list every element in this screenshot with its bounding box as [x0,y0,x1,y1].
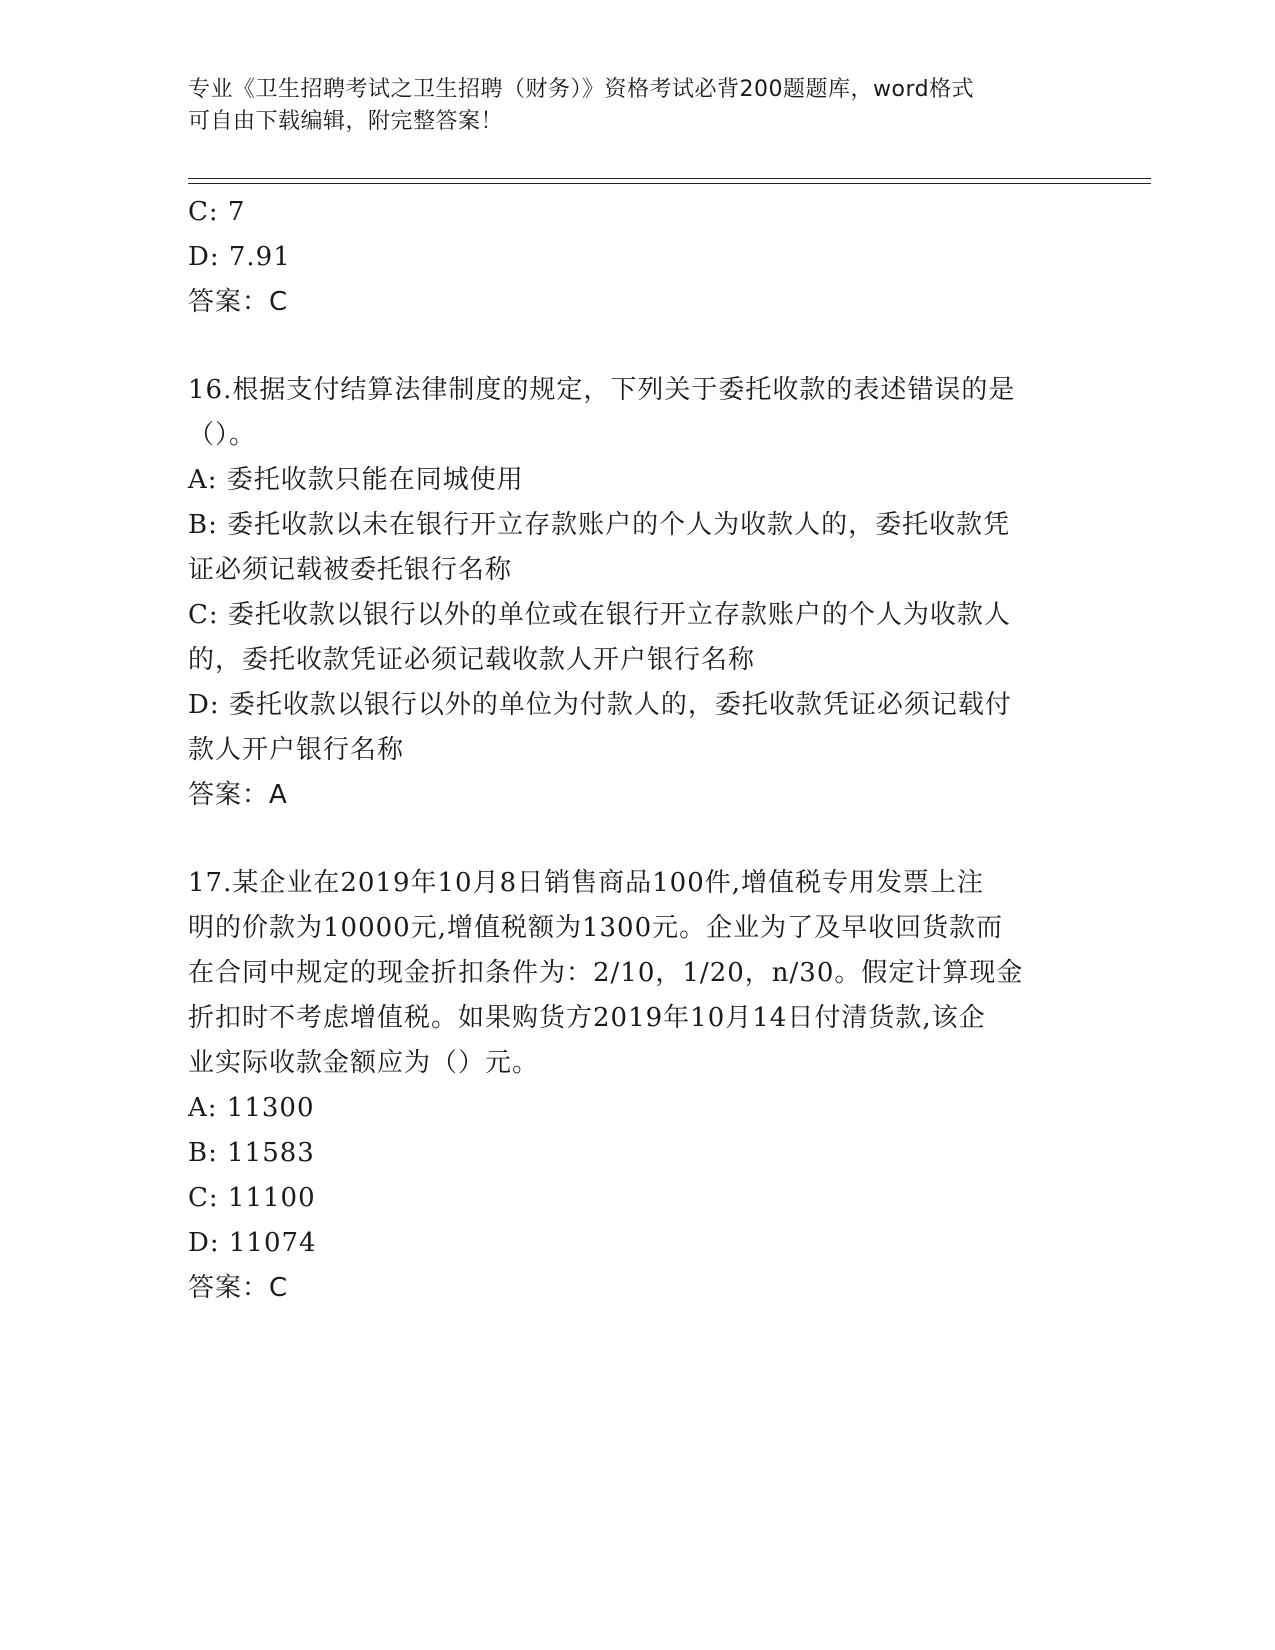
answer-text: 答案：C [188,1273,289,1303]
option-c: C: 委托收款以银行以外的单位或在银行开立存款账户的个人为收款人 [188,600,1011,630]
question-stem-continued: （）。 [188,420,257,450]
question-16 [188,368,1078,817]
question-stem: 17.某企业在2019年10月8日销售商品100件,增值税专用发票上注 [188,868,985,898]
header-divider-bottom [188,183,1151,184]
option-d-continued: 款人开户银行名称 [188,735,405,765]
option-c-continued: 的，委托收款凭证必须记载收款人开户银行名称 [188,645,756,675]
question-stem-continued: 明的价款为10000元,增值税额为1300元。企业为了及早收回货款而 [188,913,1004,943]
option-a: A: 11300 [188,1093,315,1123]
option-d: D: 7.91 [188,242,291,272]
option-d: D: 11074 [188,1228,317,1258]
option-b: B: 11583 [188,1138,315,1168]
header-title-line1: 专业《卫生招聘考试之卫生招聘（财务）》资格考试必背200题题库，word格式 [188,77,975,102]
question-stem-continued: 在合同中规定的现金折扣条件为：2/10，1/20，n/30。假定计算现金 [188,958,1024,988]
question-stem-continued: 业实际收款金额应为（）元。 [188,1048,540,1078]
question-stem-continued: 折扣时不考虑增值税。如果购货方2019年10月14日付清货款,该企 [188,1003,986,1033]
option-d: D: 委托收款以银行以外的单位为付款人的，委托收款凭证必须记载付 [188,690,1012,720]
answer-text: 答案：C [188,287,289,317]
header-divider-top [188,178,1151,179]
option-c: C: 11100 [188,1183,316,1213]
option-b-continued: 证必须记载被委托银行名称 [188,555,513,585]
document-header [188,74,1068,138]
question-stem: 16.根据支付结算法律制度的规定，下列关于委托收款的表述错误的是 [188,375,1016,405]
option-b: B: 委托收款以未在银行开立存款账户的个人为收款人的，委托收款凭 [188,510,1011,540]
question-15-tail [188,190,1078,324]
spacer [188,324,1078,368]
answer-text: 答案：A [188,780,288,810]
option-c: C: 7 [188,197,246,227]
option-a: A: 委托收款只能在同城使用 [188,465,524,495]
spacer [188,817,1078,861]
header-title-line2: 可自由下载编辑，附完整答案！ [188,109,504,134]
question-17 [188,861,1078,1310]
document-body [188,190,1078,1310]
